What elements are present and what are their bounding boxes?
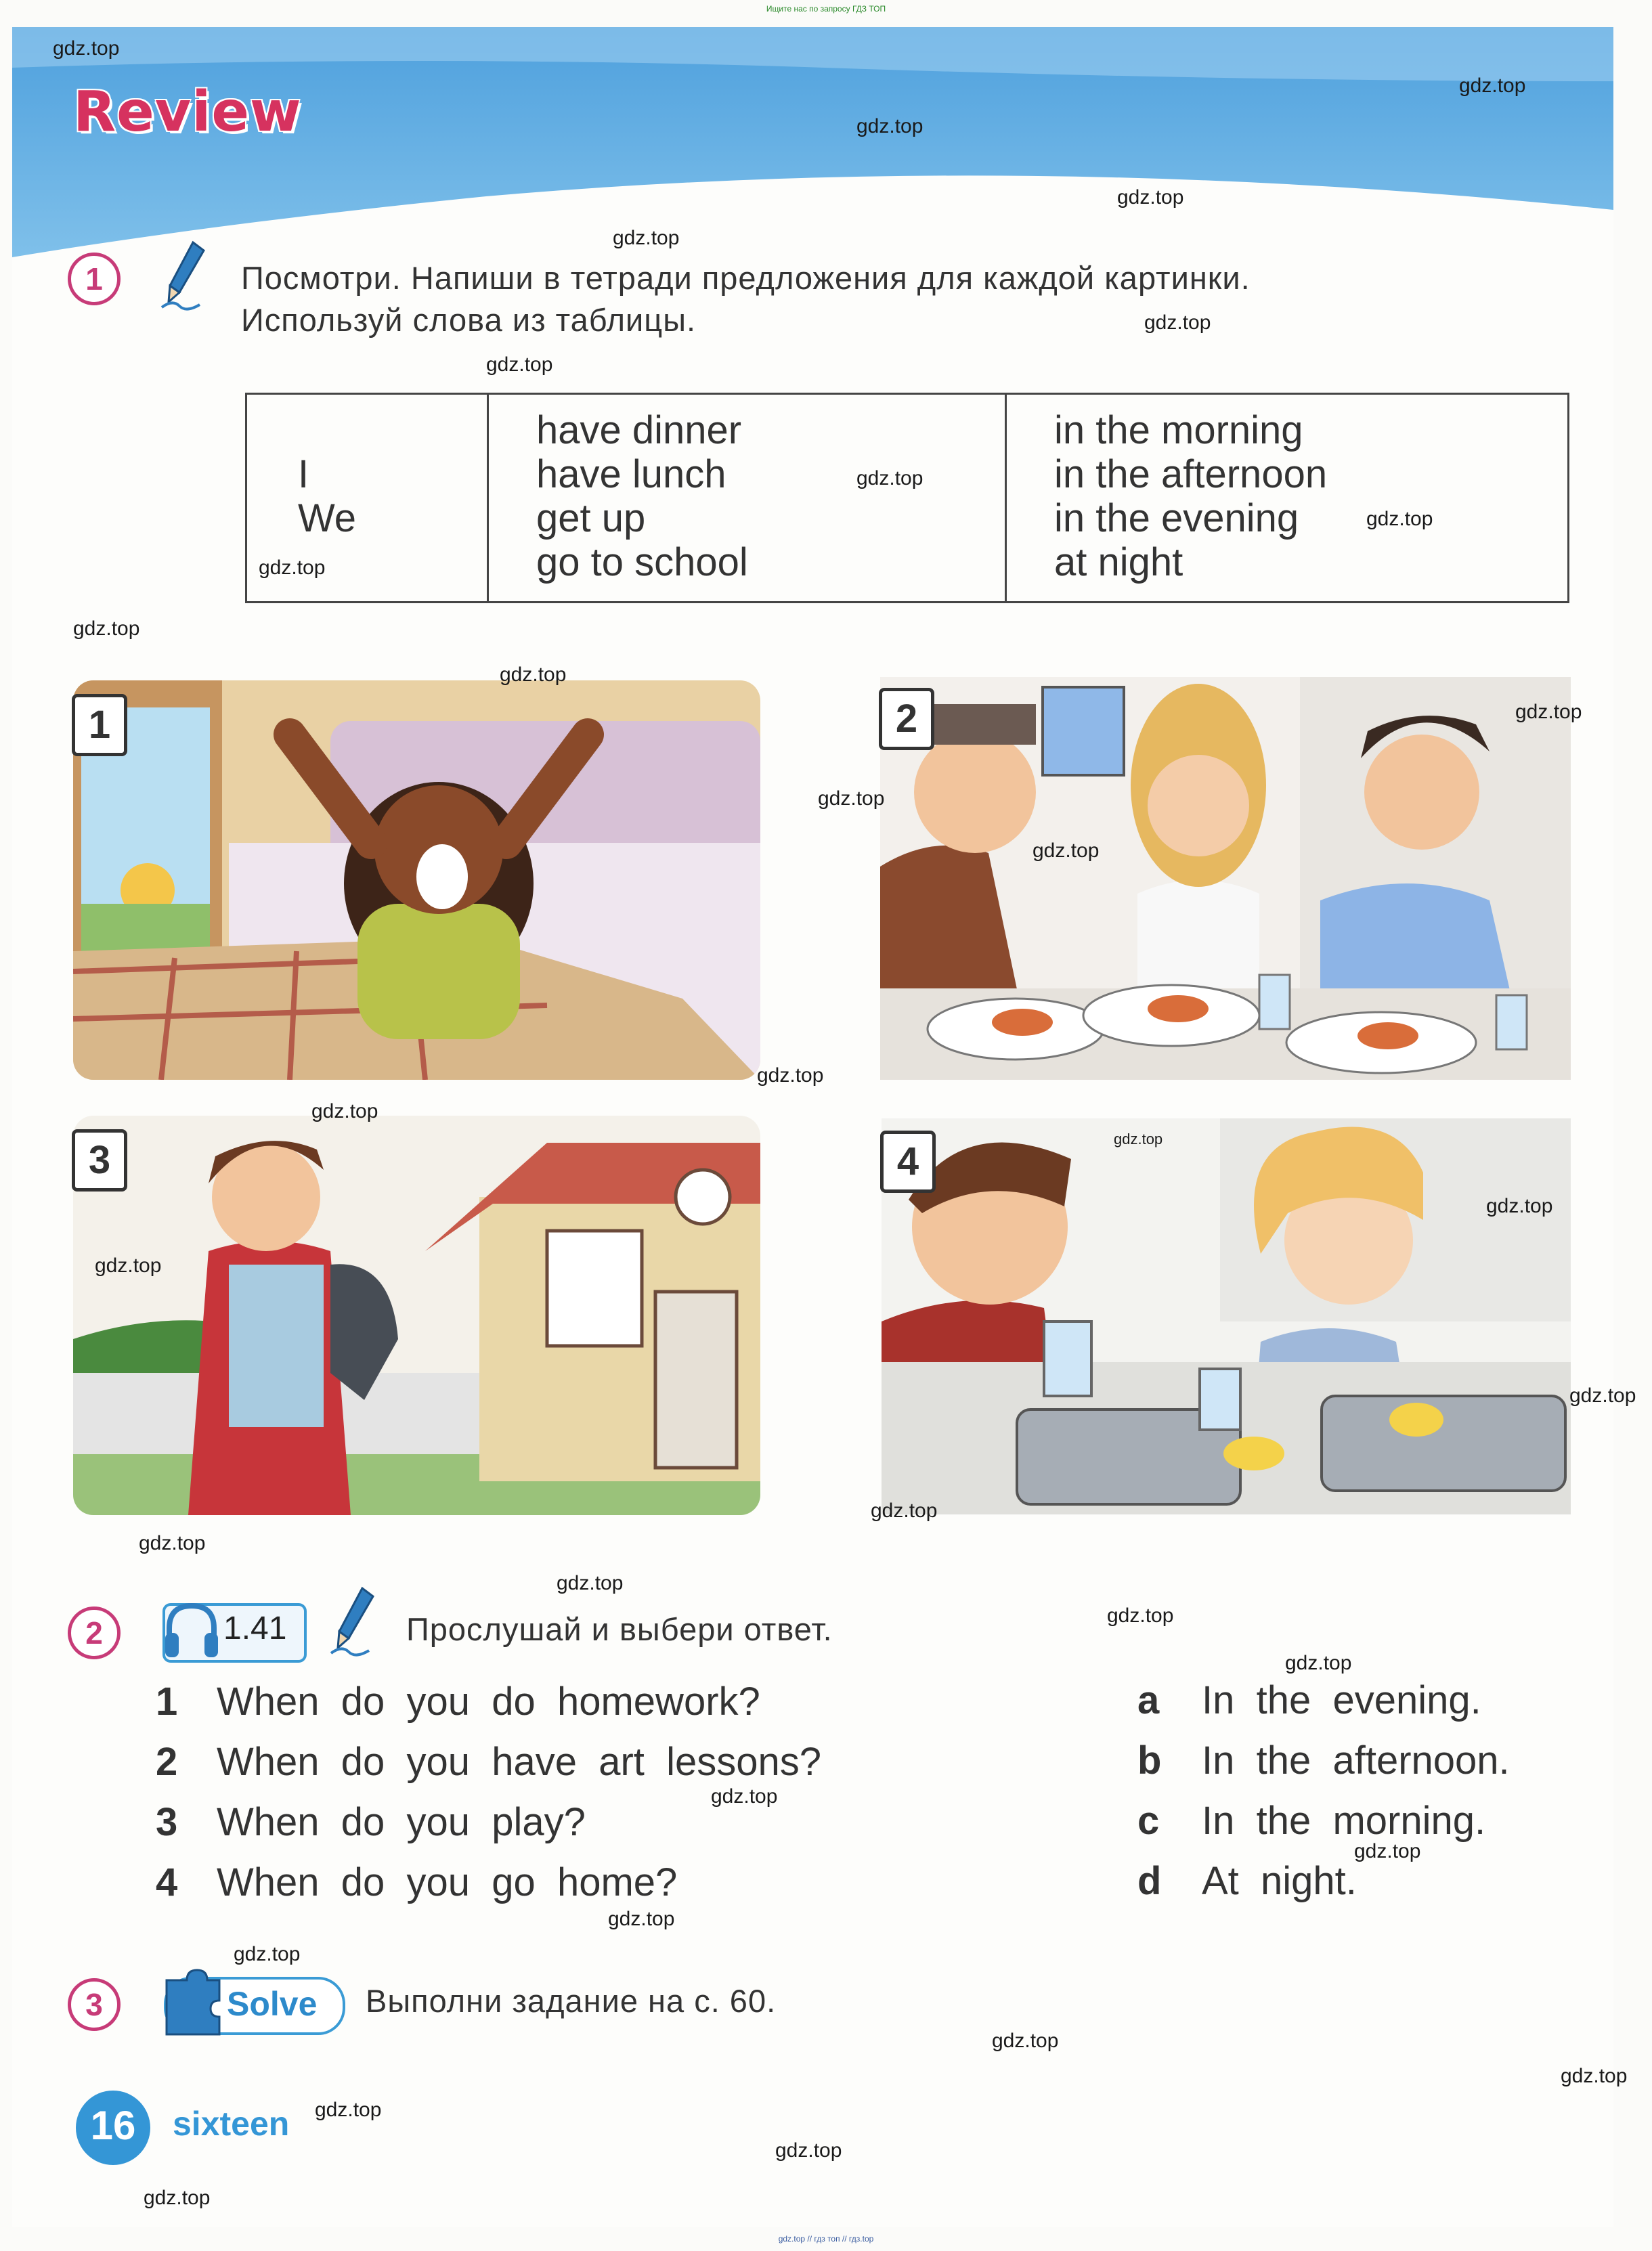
headphones-icon [161,1598,222,1665]
solve-label: Solve [227,1985,318,2023]
exercise-1-number: 1 [68,253,121,305]
watermark: gdz.top [1515,701,1582,723]
picture-2-number: 2 [879,688,934,750]
picture-2-family-dinner [880,677,1571,1080]
answer-letter: b [1137,1739,1162,1783]
question-number: 1 [156,1680,178,1724]
watermark: gdz.top [1459,74,1526,97]
answer-d [1137,1858,1357,1904]
watermark: gdz.top [818,787,885,810]
puzzle-icon [160,1967,224,2045]
answer-text: In the morning. [1202,1799,1486,1843]
watermark: gdz.top [1569,1384,1636,1407]
word-table-cell: go to school [536,540,748,584]
question-number: 3 [156,1800,178,1844]
watermark: gdz.top [757,1064,824,1087]
word-table-cell: in the morning [1054,408,1303,452]
watermark: gdz.top [775,2139,842,2162]
word-table-col-activity [489,395,1007,601]
page-title: Review [73,80,302,144]
question-4 [156,1860,677,1905]
watermark: gdz.top [1144,311,1211,334]
watermark: gdz.top [557,1572,624,1594]
picture-3-number: 3 [72,1129,127,1192]
question-number: 4 [156,1860,178,1904]
word-table-cell: in the afternoon [1054,452,1328,496]
answer-text: At night. [1202,1859,1357,1903]
watermark: gdz.top [311,1100,378,1122]
question-2 [156,1739,821,1785]
watermark: gdz.top [1561,2065,1628,2087]
watermark: gdz.top [259,556,326,579]
word-table-cell: get up [536,496,646,540]
answer-text: In the evening. [1202,1678,1481,1722]
word-table-cell: have lunch [536,452,726,496]
pen-icon [159,237,213,315]
exercise-2-instruction: Прослушай и выбери ответ. [406,1611,833,1647]
watermark: gdz.top [992,2030,1059,2052]
pen-icon [328,1583,383,1661]
watermark: gdz.top [856,467,923,489]
watermark: gdz.top [234,1943,301,1965]
picture-3-going-to-school [73,1116,760,1515]
top-banner: Ищите нас по запросу ГДЗ ТОП [766,4,886,14]
page-number-word: sixteen [173,2105,290,2143]
watermark: gdz.top [1117,186,1184,209]
watermark: gdz.top [486,353,553,376]
answer-c [1137,1798,1485,1843]
watermark: gdz.top [1366,508,1433,530]
watermark: gdz.top [856,115,923,137]
audio-track-number: 1.41 [223,1611,287,1646]
answer-a [1137,1678,1481,1723]
picture-1-waking-up [73,680,760,1080]
question-3 [156,1799,586,1845]
question-text: When do you play? [217,1800,586,1844]
word-table-cell: at night [1054,540,1183,584]
question-1 [156,1679,760,1724]
watermark: gdz.top [871,1500,938,1522]
question-text: When do you do homework? [217,1680,760,1724]
watermark: gdz.top [95,1254,162,1277]
word-table-cell: have dinner [536,408,742,452]
exercise-1-instruction-line2: Используй слова из таблицы. [241,302,697,338]
answer-letter: d [1137,1859,1162,1903]
watermark: gdz.top [1107,1604,1174,1627]
picture-4-eating-lunch [882,1118,1571,1514]
question-text: When do you go home? [217,1860,678,1904]
watermark: gdz.top [144,2187,211,2209]
watermark: gdz.top [1285,1652,1352,1674]
answer-letter: c [1137,1799,1160,1843]
word-table-cell: I [298,452,309,496]
watermark: gdz.top [1114,1131,1163,1148]
watermark: gdz.top [315,2099,382,2121]
watermark: gdz.top [53,37,120,60]
watermark: gdz.top [608,1908,675,1930]
exercise-3-number: 3 [68,1978,121,2031]
exercise-1-instruction-line1: Посмотри. Напиши в тетради предложения для каждой картинки. [241,260,1251,296]
question-number: 2 [156,1740,178,1784]
word-table-col-time [1007,395,1563,601]
answer-b [1137,1738,1510,1783]
bottom-banner: gdz.top // гдз топ // гдз.top [778,2234,874,2244]
question-text: When do you have art lessons? [217,1740,822,1784]
watermark: gdz.top [1354,1840,1421,1862]
watermark: gdz.top [711,1785,778,1808]
answer-letter: a [1137,1678,1160,1722]
watermark: gdz.top [139,1532,206,1554]
exercise-3-instruction: Выполни задание на с. 60. [366,1983,777,2019]
exercise-2-number: 2 [68,1607,121,1659]
picture-4-number: 4 [880,1131,936,1193]
word-table-cell: We [298,496,356,540]
answer-text: In the afternoon. [1202,1739,1510,1783]
watermark: gdz.top [613,227,680,249]
watermark: gdz.top [500,663,567,686]
page-number: 16 [90,2103,136,2148]
watermark: gdz.top [1032,839,1100,862]
watermark: gdz.top [73,617,140,640]
word-table [245,393,1569,603]
word-table-cell: in the evening [1054,496,1299,540]
picture-1-number: 1 [72,694,127,756]
watermark: gdz.top [1486,1195,1553,1217]
